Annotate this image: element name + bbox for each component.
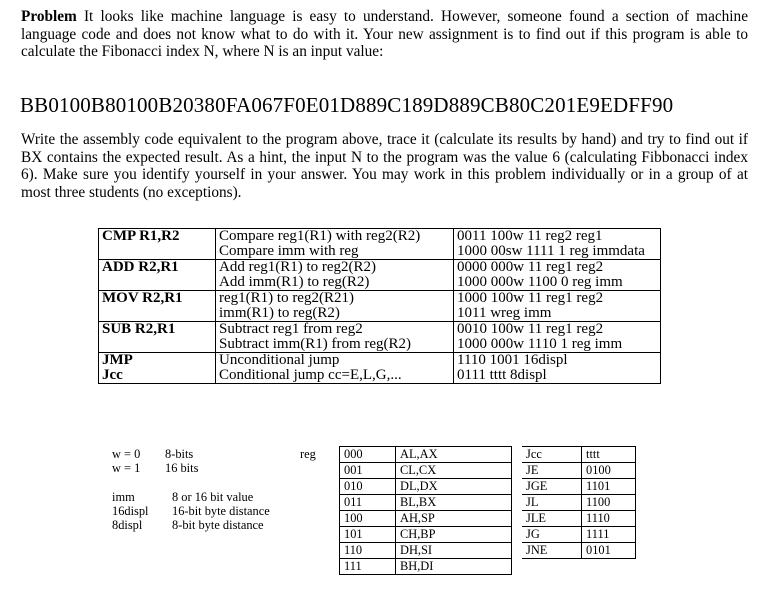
- legend-key: w = 0: [112, 447, 141, 461]
- table-row: [99, 291, 661, 307]
- description-cell: Conditional jump cc=E,L,G,...: [216, 368, 454, 384]
- operand-legend: [112, 490, 270, 532]
- table-row: [296, 559, 512, 575]
- reg-code: 011: [340, 495, 396, 511]
- description-cell: imm(R1) to reg(R2): [216, 306, 454, 322]
- legend-key: imm: [112, 490, 135, 504]
- jcc-cell: JNE: [522, 543, 582, 559]
- reg-names: AL,AX: [396, 447, 512, 463]
- machine-code: BB0100B80100B20380FA067F0E01D889C189D889CB80C201E9EDFF90: [20, 93, 674, 117]
- legend-value: 8 or 16 bit value: [172, 490, 254, 504]
- table-row: [522, 495, 636, 511]
- reg-names: DL,DX: [396, 479, 512, 495]
- reg-names: AH,SP: [396, 511, 512, 527]
- encoding-cell: 1011 wreg imm: [454, 306, 661, 322]
- tttt-cell: 1101: [582, 479, 636, 495]
- legend-value: 8-bit byte distance: [172, 518, 264, 532]
- tttt-cell: 1111: [582, 527, 636, 543]
- encoding-cell: 1000 000w 1110 1 reg imm: [454, 337, 661, 353]
- problem-label: Problem: [21, 8, 77, 25]
- mnemonic-cell: CMP R1,R2: [99, 229, 216, 245]
- table-row: [99, 260, 661, 276]
- legend-key: w = 1: [112, 461, 141, 475]
- tttt-cell: 1100: [582, 495, 636, 511]
- legend-value: 8-bits: [165, 447, 194, 461]
- reg-header: reg: [296, 447, 340, 463]
- jcc-cell: JG: [522, 527, 582, 543]
- table-row: [522, 511, 636, 527]
- condition-code-table: [522, 446, 636, 559]
- encoding-cell: 0000 000w 11 reg1 reg2: [454, 260, 661, 276]
- reg-names: DH,SI: [396, 543, 512, 559]
- reg-code: 100: [340, 511, 396, 527]
- description-cell: Compare reg1(R1) with reg2(R2): [216, 229, 454, 245]
- reg-code: 000: [340, 447, 396, 463]
- table-row: [99, 322, 661, 338]
- reg-code: 111: [340, 559, 396, 575]
- reg-names: CL,CX: [396, 463, 512, 479]
- tttt-cell: 0100: [582, 463, 636, 479]
- table-row: [522, 527, 636, 543]
- problem-text: It looks like machine language is easy to understand. However, someone found a section of machine language code and does not know what to do with it. Your new assignment is to find out if this program is able to calculate the Fibonacci index N, where N is an input value:: [21, 8, 748, 61]
- table-row: [99, 337, 661, 353]
- table-row: [296, 511, 512, 527]
- encoding-cell: 1110 1001 16displ: [454, 353, 661, 369]
- mnemonic-cell: JMP: [99, 353, 216, 369]
- mnemonic-cell: Jcc: [99, 368, 216, 384]
- instruction-table: [98, 228, 661, 384]
- table-row: [99, 368, 661, 384]
- table-row: [296, 527, 512, 543]
- table-row: [296, 479, 512, 495]
- reg-names: CH,BP: [396, 527, 512, 543]
- table-row: [296, 495, 512, 511]
- reg-names: BH,DI: [396, 559, 512, 575]
- table-row: [522, 543, 636, 559]
- tttt-cell: 0101: [582, 543, 636, 559]
- jcc-cell: JL: [522, 495, 582, 511]
- mnemonic-cell: ADD R2,R1: [99, 260, 216, 276]
- encoding-cell: 0010 100w 11 reg1 reg2: [454, 322, 661, 338]
- mnemonic-cell: MOV R2,R1: [99, 291, 216, 307]
- jcc-cell: JE: [522, 463, 582, 479]
- tttt-header: tttt: [582, 447, 636, 463]
- description-cell: reg1(R1) to reg2(R21): [216, 291, 454, 307]
- table-row: [296, 543, 512, 559]
- table-row: [99, 353, 661, 369]
- legend-key: 8displ: [112, 518, 143, 532]
- reg-code: 010: [340, 479, 396, 495]
- encoding-cell: 1000 000w 1100 0 reg imm: [454, 275, 661, 291]
- table-row: [99, 244, 661, 260]
- encoding-cell: 0111 tttt 8displ: [454, 368, 661, 384]
- legend-key: 16displ: [112, 504, 149, 518]
- tttt-cell: 1110: [582, 511, 636, 527]
- table-row: [522, 479, 636, 495]
- table-row: [99, 275, 661, 291]
- problem-paragraph: [21, 8, 748, 61]
- description-cell: Compare imm with reg: [216, 244, 454, 260]
- reg-names: BL,BX: [396, 495, 512, 511]
- legend-value: 16-bit byte distance: [172, 504, 270, 518]
- jcc-cell: JLE: [522, 511, 582, 527]
- encoding-cell: 1000 00sw 1111 1 reg immdata: [454, 244, 661, 260]
- description-cell: Subtract reg1 from reg2: [216, 322, 454, 338]
- width-legend: [112, 447, 198, 475]
- reg-code: 110: [340, 543, 396, 559]
- encoding-cell: 1000 100w 11 reg1 reg2: [454, 291, 661, 307]
- legend-value: 16 bits: [165, 461, 199, 475]
- description-cell: Subtract imm(R1) from reg(R2): [216, 337, 454, 353]
- table-row: [522, 447, 636, 463]
- mnemonic-cell: SUB R2,R1: [99, 322, 216, 338]
- jcc-header: Jcc: [522, 447, 582, 463]
- description-cell: Unconditional jump: [216, 353, 454, 369]
- reg-code: 101: [340, 527, 396, 543]
- encoding-cell: 0011 100w 11 reg2 reg1: [454, 229, 661, 245]
- table-row: [99, 229, 661, 245]
- table-row: [522, 463, 636, 479]
- register-table: [296, 446, 512, 575]
- table-row: [296, 463, 512, 479]
- description-cell: Add reg1(R1) to reg2(R2): [216, 260, 454, 276]
- instructions-paragraph: Write the assembly code equivalent to the program above, trace it (calculate its results by hand) and try to find out if BX contains the expected result. As a hint, the input N to the program was the value 6 (calculating Fibbonacci index 6). Make sure you identify yourself in your answer. You may work in this problem individually or in a group of at most three students (no exceptions).: [21, 131, 748, 201]
- reg-code: 001: [340, 463, 396, 479]
- jcc-cell: JGE: [522, 479, 582, 495]
- description-cell: Add imm(R1) to reg(R2): [216, 275, 454, 291]
- table-row: [99, 306, 661, 322]
- table-row: [296, 447, 512, 463]
